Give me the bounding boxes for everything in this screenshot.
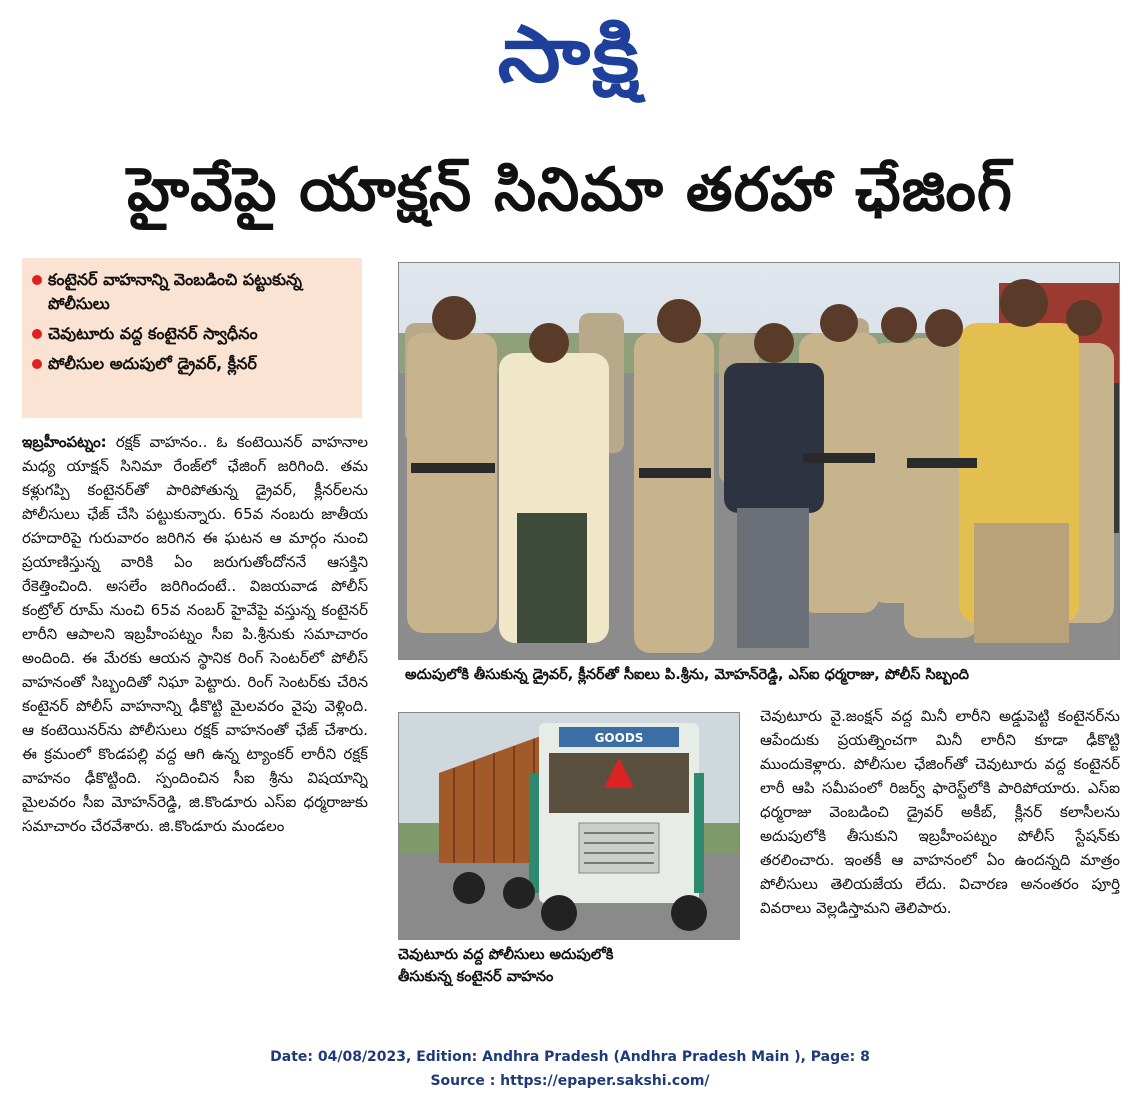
article-headline: హైవేపై యాక్షన్ సినిమా తరహా ఛేజింగ్ — [127, 155, 1013, 225]
body-text-2: చెవుటూరు వై.జంక్షన్ వద్ద మినీ లారీని అడ్డుపెట్టి కంటైనర్‌ను ఆపేందుకు ప్రయత్నించగా మినీ లారీని కూడా ఢీకొట్టి ముందుకెళ్లారు. పోలీసుల ఛేజింగ్‌తో చెవుటూరు వద్ద కంటైనర్ లారీ ఆపి సమీపంలో రిజర్వ్ ఫారెస్ట్‌లోకి పారిపోయారు. ఎస్ఐ ధర్మరాజు వెంబడించి డ్రైవర్ అకీబ్, క్లీనర్ కలాసీలను అదుపులోకి తీసుకుని ఇబ్రహీంపట్నం పోలీస్ స్టేషన్‌కు తరలించారు. ఇంతకీ ఆ వాహనంలో ఏం ఉందన్నది మాత్రం పోలీసులు తెలియజేయ లేదు. విచారణ అనంతరం పూర్తి వివరాలు వెల్లడిస్తామని తెలిపారు. — [760, 707, 1120, 917]
photo1-caption: అదుపులోకి తీసుకున్న డ్రైవర్, క్లీనర్‌తో సీఐలు పి.శ్రీను, మోహన్‌రెడ్డి, ఎస్ఐ ధర్మరాజు, పోలీస్ సిబ్బంది — [405, 667, 970, 683]
truck-sign-text: GOODS — [594, 731, 644, 745]
police-group-photo — [398, 262, 1120, 660]
footer-source: Source : https://epaper.sakshi.com/ — [430, 1073, 710, 1089]
container-truck-photo — [398, 712, 740, 940]
article-body-1 — [22, 430, 368, 838]
highlights-box — [22, 258, 362, 418]
photo2-caption-line1: చెవుటూరు వద్ద పోలీసులు అదుపులోకి — [398, 947, 614, 963]
body-text-1: రక్షక్ వాహనం.. ఓ కంటెయినర్ వాహనాల మధ్య యాక్షన్ సినిమా రేంజ్‌లో ఛేజింగ్ జరిగింది. తమ కళ్లుగప్పి కంటైనర్‌తో పారిపోతున్న డ్రైవర్, క్లీనర్‌లను పోలీసులు ఛేజ్ చేసి పట్టుకున్నారు. 65వ నంబరు జాతీయ రహదారిపై గురువారం జరిగిన ఈ ఘటన ఆ మార్గం నుంచి ప్రయాణిస్తున్న వారికి ఏం జరుగుతోందోననే ఆసక్తిని రేకెత్తించింది. అసలేం జరిగిందంటే.. విజయవాడ పోలీస్ కంట్రోల్ రూమ్ నుంచి 65వ నంబర్ హైవేపై వస్తున్న కంటైనర్ లారీని ఆపాలని ఇబ్రహీంపట్నం సీఐ పి.శ్రీనుకు సమాచారం అందింది. ఈ మేరకు ఆయన స్థానిక రింగ్ సెంటర్‌లో పోలీస్ వాహనంతో సిబ్బందితో నిఘా పెట్టారు. రింగ్ సెంటర్‌కు చేరిన కంటైనర్ పోలీస్ వాహనాన్ని ఢీకొట్టి మైలవరం వైపు వెళ్లింది. ఆ కంటెయినర్‌ను పోలీసులు రక్షక్ వాహనంతో ఛేజ్ చేశారు. ఈ క్రమంలో కొండపల్లి వద్ద ఆగి ఉన్న ట్యాంకర్ లారీని రక్షక్ వాహనం ఢీకొట్టింది. స్పందించిన సీఐ శ్రీను విషయాన్ని మైలవరం సీఐ మోహన్‌రెడ్డి, జి.కొండూరు ఎస్ఐ ధర్మరాజుకు సమాచారం చేరవేశారు. జి.కొండూరు మండలం — [22, 433, 368, 835]
article-column-1 — [22, 430, 368, 1010]
highlight-item — [32, 352, 352, 376]
article-column-2 — [760, 704, 1120, 1014]
highlight-text: పోలీసుల అదుపులో డ్రైవర్, క్లీనర్ — [48, 354, 257, 373]
masthead — [0, 0, 1140, 110]
highlight-text: కంటైనర్ వాహనాన్ని వెంబడించి పట్టుకున్న పోలీసులు — [48, 270, 302, 313]
sakshi-logo: సాక్షి — [498, 10, 642, 100]
highlight-item — [32, 268, 352, 316]
highlight-text: చెవుటూరు వద్ద కంటైనర్ స్వాధీనం — [48, 324, 258, 343]
photo2-caption-line2: తీసుకున్న కంటైనర్ వాహనం — [398, 969, 554, 985]
footer-date-edition: Date: 04/08/2023, Edition: Andhra Pradesh (Andhra Pradesh Main ), Page: 8 — [270, 1049, 870, 1065]
bullet-icon — [32, 275, 42, 285]
dateline: ఇబ్రహీంపట్నం: — [22, 433, 107, 451]
photo2-caption — [398, 944, 738, 988]
highlight-item — [32, 322, 352, 346]
bullet-icon — [32, 359, 42, 369]
bullet-icon — [32, 329, 42, 339]
